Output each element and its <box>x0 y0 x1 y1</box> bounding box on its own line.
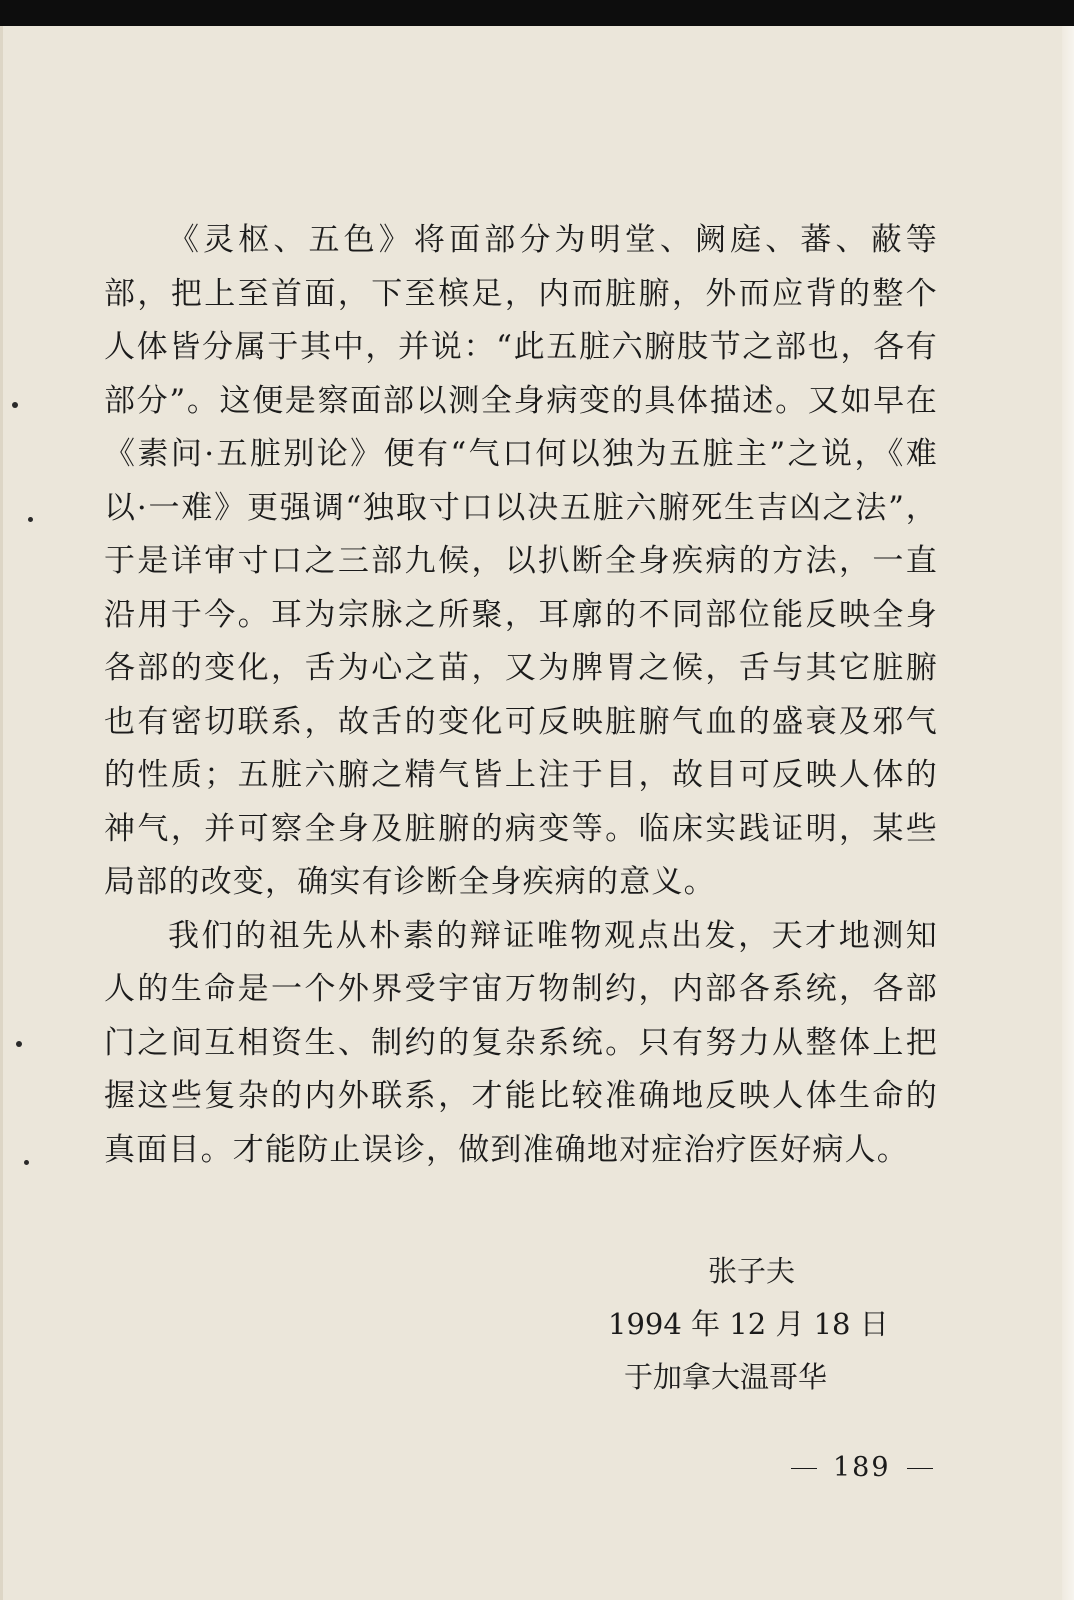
paragraph-1: 《灵枢、五色》将面部分为明堂、阙庭、蕃、蔽等部，把上至首面，下至槟足，内而脏腑，外而应背的整个人体皆分属于其中，并说：“此五脏六腑肢节之部也，各有部分”。这便是察面部以测全身病变的具体描述。又如早在《素问·五脏别论》便有“气口何以独为五脏主”之说，《难以·一难》更强调“独取寸口以决五脏六腑死生吉凶之法”，于是详审寸口之三部九候，以扒断全身疾病的方法，一直沿用于今。耳为宗脉之所聚，耳廓的不同部位能反映全身各部的变化，舌为心之苗，又为脾胃之候，舌与其它脏腑也有密切联系，故舌的变化可反映脏腑气血的盛衰及邪气的性质；五脏六腑之精气皆上注于目，故目可反映人体的神气，并可察全身及脏腑的病变等。临床实践证明，某些局部的改变，确实有诊断全身疾病的意义。 <box>104 222 938 900</box>
page-number-dash-left <box>791 1468 817 1469</box>
binding-hole-mark <box>12 402 18 408</box>
signature-date: 1994 年 12 月 18 日 <box>608 1307 889 1341</box>
binding-hole-mark <box>28 517 33 522</box>
page-body <box>104 214 938 1177</box>
binding-hole-mark <box>16 1041 22 1047</box>
page-number: 189 <box>833 1452 891 1483</box>
signature-block <box>560 1245 920 1404</box>
signature-place: 于加拿大温哥华 <box>624 1360 828 1394</box>
paragraph-2: 我们的祖先从朴素的辩证唯物观点出发，天才地测知人的生命是一个外界受宇宙万物制约，内部各系统，各部门之间互相资生、制约的复杂系统。只有努力从整体上把握这些复杂的内外联系，才能比较准确地反映人体生命的真面目。才能防止误诊，做到准确地对症治疗医好病人。 <box>104 917 938 1168</box>
binding-hole-mark <box>24 1160 29 1165</box>
author-name: 张子夫 <box>708 1254 796 1288</box>
scan-left-edge <box>0 26 3 1600</box>
scan-top-border <box>0 0 1074 26</box>
page-number-footer <box>775 1452 949 1483</box>
scan-right-edge <box>1062 26 1074 1600</box>
page-number-dash-right <box>907 1468 933 1469</box>
